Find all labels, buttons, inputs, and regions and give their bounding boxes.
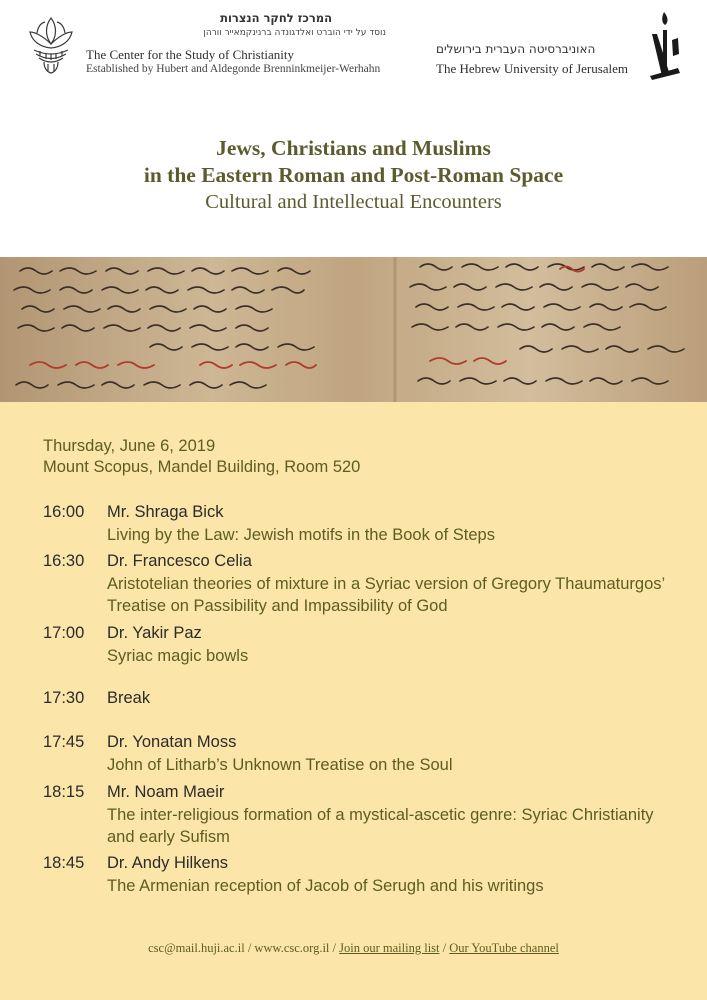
session-time: 17:00 [43, 624, 85, 642]
footer-email[interactable]: csc@mail.huji.ac.il [148, 941, 245, 955]
header [0, 0, 707, 255]
session-talk: Syriac magic bowls [107, 647, 249, 665]
footer-separator: / [244, 941, 255, 955]
huji-english-name: The Hebrew University of Jerusalem [436, 61, 629, 76]
csc-english-name: The Center for the Study of Christianity [86, 47, 294, 62]
csc-hebrew-name: המרכז לחקר הנצרות [220, 11, 332, 25]
session-time: 16:30 [43, 552, 85, 570]
youtube-channel-link[interactable]: Our YouTube channel [449, 941, 559, 955]
syriac-manuscript-image [0, 257, 707, 402]
session-talk: Living by the Law: Jewish motifs in the Book of Steps [107, 526, 495, 544]
session-time: 17:30 [43, 689, 85, 707]
footer-website[interactable]: www.csc.org.il [254, 941, 330, 955]
footer [0, 941, 707, 956]
session-time: 16:00 [43, 503, 85, 521]
session-time: 17:45 [43, 733, 85, 751]
session-talk: The Armenian reception of Jacob of Serugh and his writings [107, 877, 544, 895]
session-speaker: Dr. Francesco Celia [107, 552, 252, 570]
huji-menorah-logo [648, 10, 682, 80]
huji-hebrew-name: האוניברסיטה העברית בירושלים [436, 42, 596, 56]
title-line-2: in the Eastern Roman and Post-Roman Space [143, 163, 564, 187]
event-venue: Mount Scopus, Mandel Building, Room 520 [43, 458, 361, 476]
csc-lotus-logo [26, 14, 76, 76]
session-talk: Aristotelian theories of mixture in a Syriac version of Gregory Thaumaturgos’ Treatise on Passibility and Impassibility of God [107, 575, 665, 615]
session-speaker: Dr. Yakir Paz [107, 624, 202, 642]
session-time: 18:45 [43, 854, 85, 872]
break-label: Break [107, 689, 151, 707]
footer-separator: / [439, 941, 450, 955]
session-speaker: Mr. Shraga Bick [107, 503, 224, 521]
title-line-1: Jews, Christians and Muslims [216, 136, 491, 160]
subtitle: Cultural and Intellectual Encounters [205, 191, 502, 213]
csc-hebrew-founders: נוסד על ידי הוברט ואלדגונדה ברנינקמאייר וורהן [203, 28, 386, 38]
footer-separator: / [329, 941, 340, 955]
session-talk: John of Litharb’s Unknown Treatise on the Soul [107, 756, 453, 774]
session-speaker: Mr. Noam Maeir [107, 783, 225, 801]
event-date: Thursday, June 6, 2019 [43, 437, 216, 455]
session-speaker: Dr. Andy Hilkens [107, 854, 229, 872]
csc-english-founders: Established by Hubert and Aldegonde Brenninkmeijer-Werhahn [86, 63, 381, 75]
session-speaker: Dr. Yonatan Moss [107, 733, 237, 751]
session-talk: The inter-religious formation of a mystical-ascetic genre: Syriac Christianity and early Sufism [107, 806, 654, 846]
mailing-list-link[interactable]: Join our mailing list [339, 941, 440, 955]
session-time: 18:15 [43, 783, 85, 801]
